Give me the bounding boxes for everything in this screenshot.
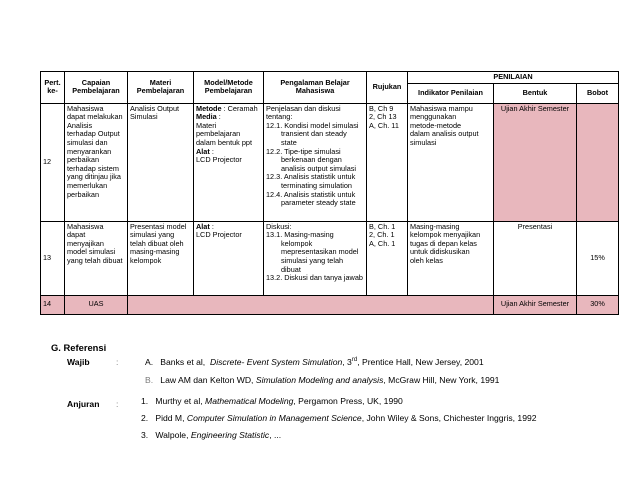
indikator-line: kelompok menyajikan xyxy=(410,230,481,240)
header-bentuk: Bentuk xyxy=(494,83,577,103)
header-bobot: Bobot xyxy=(577,83,619,103)
rujukan-line: 2, Ch. 1 xyxy=(369,230,395,240)
bobot-cell: 30% xyxy=(577,295,619,314)
header-penilaian: PENILAIAN xyxy=(408,72,619,84)
colon: : xyxy=(116,357,119,367)
rujukan-cell xyxy=(367,221,408,295)
model-alat: Alat : xyxy=(196,146,214,156)
model-line: LCD Projector xyxy=(196,230,242,240)
indikator-cell xyxy=(408,103,494,221)
capaian-line: memerlukan xyxy=(67,180,108,190)
materi-cell xyxy=(128,221,194,295)
capaian-line: terhadap sistem xyxy=(67,163,119,173)
indikator-line: tugas di depan kelas xyxy=(410,238,477,248)
capaian-line: dapat xyxy=(67,230,86,240)
pert-cell: 14 xyxy=(41,295,65,314)
bentuk-cell: Presentasi xyxy=(494,221,577,295)
indikator-line: dalam analisis output xyxy=(410,129,479,139)
capaian-line: yang ditinjau jika xyxy=(67,172,121,182)
bentuk-cell: Ujian Akhir Semester xyxy=(494,295,577,314)
rps-table xyxy=(40,71,619,315)
pert-cell: 13 xyxy=(41,221,65,295)
capaian-line: terhadap Output xyxy=(67,129,120,139)
reference-item: 3. Walpole, Engineering Statistic, ... xyxy=(141,430,282,440)
indikator-line: untuk didiskusikan xyxy=(410,247,470,257)
pengalaman-item: 12.2. Tipe-tipe simulasi berkenaan dengan analisis output simulasi xyxy=(266,146,357,173)
materi-line: simulasi yang xyxy=(130,230,175,240)
indikator-line: metode-metode xyxy=(410,120,462,130)
indikator-cell xyxy=(408,221,494,295)
table-row xyxy=(41,221,619,295)
section-heading: G. Referensi xyxy=(51,342,107,353)
materi-line: Analisis Output xyxy=(130,103,180,113)
rujukan-cell xyxy=(367,103,408,221)
rujukan-line: B, Ch 9 xyxy=(369,103,394,113)
pengalaman-item: 13.2. Diskusi dan tanya jawab xyxy=(266,273,363,283)
materi-line: Presentasi model xyxy=(130,221,187,231)
indikator-line: menggunakan xyxy=(410,112,457,122)
pert-cell: 12 xyxy=(41,103,65,221)
table-row xyxy=(41,103,619,221)
capaian-line: simulasi dan xyxy=(67,137,108,147)
pengalaman-item: 12.4. Analisis statistik untuk parameter steady state xyxy=(266,189,356,208)
model-cell xyxy=(194,221,264,295)
model-line: dalam bentuk ppt xyxy=(196,137,252,147)
pengalaman-intro: Diskusi: xyxy=(266,221,292,231)
materi-line: kelompok xyxy=(130,255,162,265)
pengalaman-item: 12.1. Kondisi model simulasi transient dan steady state xyxy=(266,120,359,147)
header-materi: Materi Pembelajaran xyxy=(128,72,194,104)
reference-item: B. Law AM dan Kelton WD, Simulation Modeling and analysis, McGraw Hill, New York, 1991 xyxy=(145,375,500,385)
capaian-line: perbaikan xyxy=(67,155,100,165)
capaian-cell: UAS xyxy=(65,295,128,314)
header-pengalaman: Pengalaman Belajar Mahasiswa xyxy=(264,72,367,104)
capaian-line: dapat melakukan xyxy=(67,112,123,122)
model-metode: Metode : Ceramah xyxy=(196,103,258,113)
model-line: LCD Projector xyxy=(196,155,242,165)
rujukan-line: 2, Ch 13 xyxy=(369,112,397,122)
model-line: Materi xyxy=(196,120,217,130)
model-line: pembelajaran xyxy=(196,129,241,139)
indikator-line: simulasi xyxy=(410,137,437,147)
reference-item: 2. Pidd M, Computer Simulation in Management Science, John Wiley & Sons, Chichester Inggris, 1992 xyxy=(141,413,537,423)
indikator-line: Masing-masing xyxy=(410,221,460,231)
rujukan-line: B, Ch. 1 xyxy=(369,221,396,231)
capaian-line: perbaikan xyxy=(67,189,100,199)
reference-item: A. Banks et al, Discrete- Event System Simulation, 3rd, Prentice Hall, New Jersey, 2001 xyxy=(145,357,484,367)
header-indikator: Indikator Penilaian xyxy=(408,83,494,103)
pengalaman-cell xyxy=(264,221,367,295)
pengalaman-item: 12.3. Analisis statistik untuk terminating simulation xyxy=(266,172,356,190)
indikator-line: oleh kelas xyxy=(410,255,443,265)
materi-line: Simulasi xyxy=(130,112,158,122)
model-cell xyxy=(194,103,264,221)
indikator-line: Mahasiswa mampu xyxy=(410,103,473,113)
capaian-line: menyarankan xyxy=(67,146,112,156)
materi-line: masing-masing xyxy=(130,247,180,257)
capaian-line: model simulasi xyxy=(67,247,116,257)
capaian-cell xyxy=(65,103,128,221)
capaian-line: Mahasiswa xyxy=(67,103,104,113)
materi-line: telah dibuat oleh xyxy=(130,238,184,248)
reference-item: 1. Murthy et al, Mathematical Modeling, Pergamon Press, UK, 1990 xyxy=(141,396,403,406)
capaian-line: Analisis xyxy=(67,120,93,130)
empty-merged-cell xyxy=(128,295,494,314)
pengalaman-item: 13.1. Masing-masing kelompok mepresentasikan model simulasi yang telah dibuat xyxy=(266,230,359,274)
capaian-line: menyajikan xyxy=(67,238,104,248)
capaian-cell xyxy=(65,221,128,295)
bobot-cell xyxy=(577,103,619,221)
anjuran-label: Anjuran xyxy=(67,399,100,409)
header-capaian: Capaian Pembelajaran xyxy=(65,72,128,104)
pengalaman-intro: Penjelasan dan diskusi tentang: xyxy=(266,103,341,122)
materi-cell xyxy=(128,103,194,221)
capaian-line: Mahasiswa xyxy=(67,221,104,231)
table-row xyxy=(41,295,619,314)
rujukan-line: A, Ch. 11 xyxy=(369,120,399,130)
header-rujukan: Rujukan xyxy=(367,72,408,104)
colon: : xyxy=(116,399,119,409)
header-pert: Pert. ke- xyxy=(41,72,65,104)
model-media: Media : xyxy=(196,112,221,122)
model-alat: Alat : xyxy=(196,221,214,231)
bentuk-cell: Ujian Akhir Semester xyxy=(494,103,577,221)
pengalaman-cell xyxy=(264,103,367,221)
wajib-label: Wajib xyxy=(67,357,90,367)
header-model: Model/Metode Pembelajaran xyxy=(194,72,264,104)
rujukan-line: A, Ch. 1 xyxy=(369,238,396,248)
bobot-cell: 15% xyxy=(577,221,619,295)
capaian-line: yang telah dibuat xyxy=(67,255,123,265)
